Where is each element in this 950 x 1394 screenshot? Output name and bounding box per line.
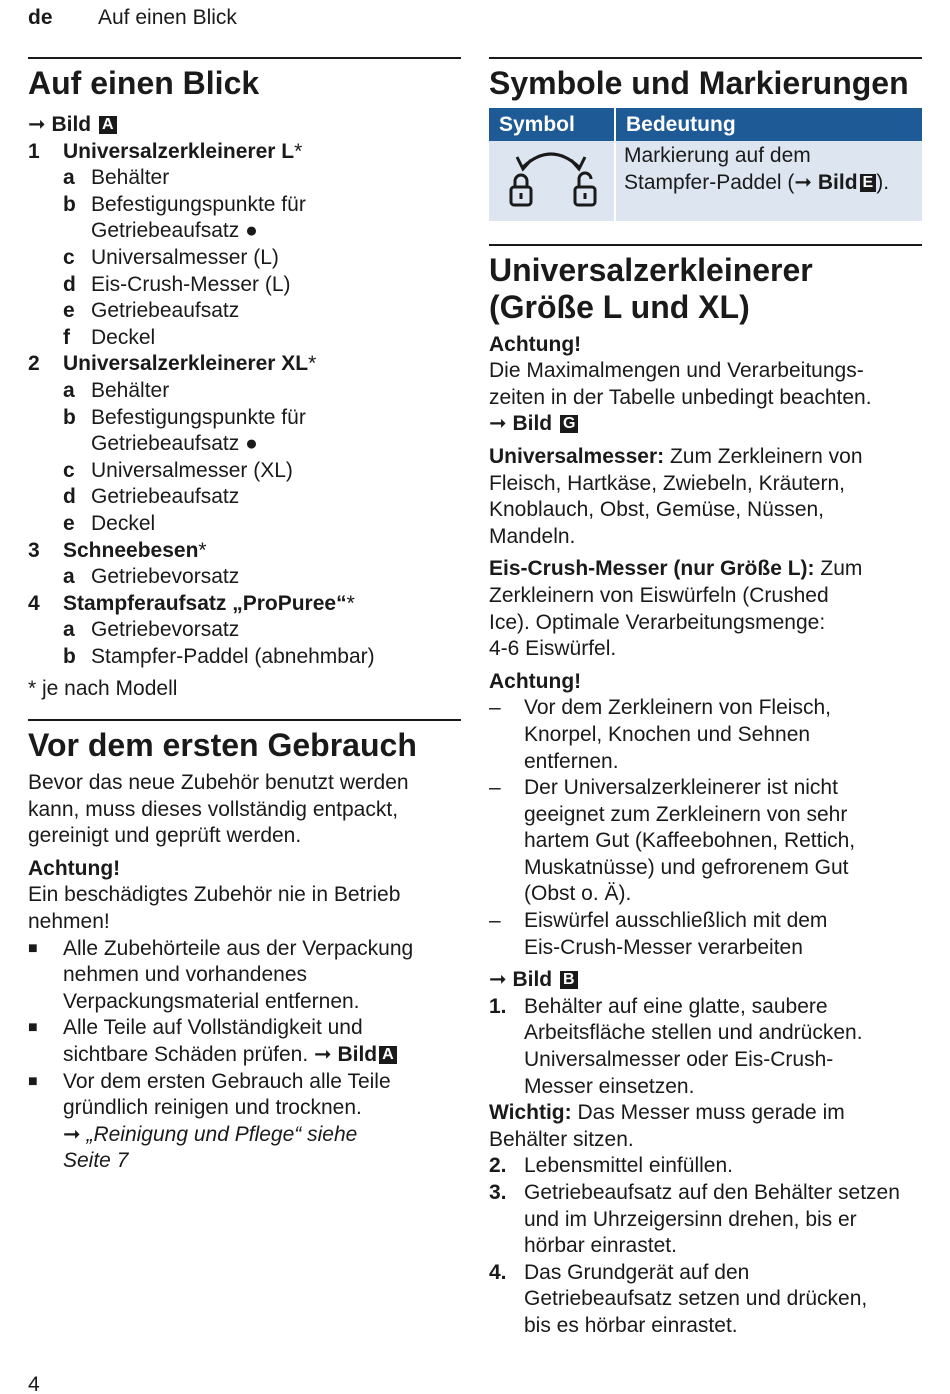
subitem-letter: c <box>63 458 75 482</box>
parts-list-subitem <box>28 245 461 272</box>
text-line <box>63 1042 397 1069</box>
subitem-line: Getriebevorsatz <box>91 565 240 589</box>
parts-list-subitem <box>28 617 461 644</box>
section-title-chopper <box>489 252 922 326</box>
line-text: Das Messer muss gerade im <box>571 1101 845 1125</box>
subitem-text <box>91 378 169 405</box>
subitem-line: Befestigungspunkte für <box>91 405 306 429</box>
step-number: 3. <box>489 1181 507 1204</box>
warning-text <box>28 882 461 935</box>
step-text <box>524 994 863 1100</box>
line-text: Zum Zerkleinern von <box>664 444 863 468</box>
figure-ref-a <box>28 112 461 139</box>
arrow-right-icon: ➞ <box>489 968 507 992</box>
title-line: Universalzerkleinerer <box>489 251 813 288</box>
subitem-letter: a <box>63 378 75 402</box>
lock-unlock-rotate-icon <box>495 145 605 209</box>
steps-list <box>489 994 922 1100</box>
subitem-continuation: Getriebeaufsatz <box>91 432 240 456</box>
line-text: Mandeln. <box>489 524 576 548</box>
header-title: Auf einen Blick <box>98 6 237 29</box>
parts-list-subitem <box>28 458 461 485</box>
parts-list-subitem <box>28 511 461 538</box>
warning-heading: Achtung! <box>489 669 582 693</box>
left-column <box>28 57 461 1175</box>
text-line: geeignet zum Zerkleinern von sehr <box>524 802 848 826</box>
subitem-text <box>91 405 306 458</box>
text-line: hörbar einrastet. <box>524 1234 677 1258</box>
text-line: Bevor das neue Zubehör benutzt werden <box>28 771 409 795</box>
text-line <box>489 524 922 551</box>
text-line: Die Maximalmengen und Verarbeitungs- <box>489 359 864 383</box>
subitem-letter: f <box>63 325 70 349</box>
item-number: 3 <box>28 538 40 562</box>
cross-reference-text: „Reinigung und Pflege“ siehe <box>86 1122 358 1146</box>
arrow-right-icon: ➞ <box>314 1043 332 1066</box>
subitem-text <box>91 245 279 272</box>
bullet-list <box>28 936 461 1175</box>
item-number: 4 <box>28 591 40 615</box>
step-number: 2. <box>489 1154 507 1178</box>
dash-text <box>524 775 855 908</box>
line-text: Alle Zubehörteile aus der Verpackung <box>63 936 414 960</box>
dash-marker: – <box>489 909 501 933</box>
subitem-text <box>91 458 293 485</box>
text-line <box>63 1095 391 1122</box>
parts-list-item <box>28 538 461 565</box>
language-code: de <box>28 6 53 29</box>
dash-text <box>524 908 827 961</box>
text-line <box>489 636 922 663</box>
line-text: nehmen und vorhandenes <box>63 963 308 987</box>
item-label <box>63 139 302 166</box>
subitem-letter: a <box>63 166 75 190</box>
figure-ref-label: Bild <box>512 412 553 436</box>
paragraph-label: Universalmesser: <box>489 444 665 468</box>
text-line <box>63 962 413 989</box>
item-number: 2 <box>28 352 40 376</box>
subitem-line: Universalmesser (XL) <box>91 458 293 482</box>
bullet-text <box>63 1069 391 1175</box>
dash-marker: – <box>489 776 501 800</box>
text-line: und im Uhrzeigersinn drehen, bis er <box>524 1207 857 1231</box>
subitem-letter: c <box>63 245 75 269</box>
parts-list-item <box>28 591 461 618</box>
text-line <box>489 610 922 637</box>
text-line: gereinigt und geprüft werden. <box>28 824 302 848</box>
dot-marker-icon: ● <box>245 219 258 243</box>
text-line: Eiswürfel ausschließlich mit dem <box>524 909 828 933</box>
subitem-text <box>91 564 239 591</box>
section-rule <box>28 57 461 59</box>
line-text: Fleisch, Hartkäse, Zwiebeln, Kräutern, <box>489 471 845 495</box>
symbol-cell <box>489 141 615 221</box>
meaning-line: Markierung auf dem <box>624 144 811 167</box>
bullet-text <box>63 1015 397 1068</box>
parts-list-subitem <box>28 272 461 299</box>
step-text <box>524 1260 867 1340</box>
text-line: Knorpel, Knochen und Sehnen <box>524 722 811 746</box>
item-label-text: Universalzerkleinerer XL <box>63 352 309 376</box>
parts-list-subitem <box>28 644 461 671</box>
item-number: 1 <box>28 139 40 163</box>
step-item <box>489 1180 922 1260</box>
figure-ref-label: Bild <box>817 170 858 194</box>
figure-ref-label: Bild <box>51 113 92 136</box>
text-line: Getriebeaufsatz setzen und drücken, <box>524 1287 868 1311</box>
subitem-letter: b <box>63 644 76 668</box>
subitem-line: Stampfer-Paddel (abnehmbar) <box>91 644 375 668</box>
figure-ref-label: Bild <box>337 1043 378 1066</box>
subitem-line: Befestigungspunkte für <box>91 192 306 216</box>
text-line: Lebensmittel einfüllen. <box>524 1154 733 1178</box>
figure-letter-badge: A <box>99 116 117 134</box>
cross-reference-line <box>63 1148 391 1175</box>
figure-ref-b <box>489 967 922 994</box>
symbols-table <box>489 108 922 221</box>
step-number: 1. <box>489 994 507 1018</box>
column-header-symbol: Symbol <box>489 108 615 141</box>
subitem-letter: b <box>63 405 76 429</box>
text-line: Eis-Crush-Messer verarbeiten <box>524 935 803 959</box>
step-item <box>489 994 922 1100</box>
line-text: Alle Teile auf Vollständigkeit und <box>63 1016 363 1040</box>
item-label-text: Universalzerkleinerer L <box>63 139 295 163</box>
text-line <box>489 497 922 524</box>
figure-ref-g <box>489 411 922 438</box>
text-line: Der Universalzerkleinerer ist nicht <box>524 776 838 800</box>
bullet-item <box>28 1069 461 1175</box>
parts-list-subitem <box>28 192 461 245</box>
line-text: Knoblauch, Obst, Gemüse, Nüssen, <box>489 498 825 522</box>
parts-list-item <box>28 351 461 378</box>
section-title-first-use: Vor dem ersten Gebrauch <box>28 727 417 764</box>
section-rule <box>489 244 922 246</box>
text-line <box>489 583 922 610</box>
dash-item <box>489 775 922 908</box>
text-line: Ein beschädigtes Zubehör nie in Betrieb <box>28 883 401 907</box>
title-line: (Größe L und XL) <box>489 288 750 325</box>
step-number: 4. <box>489 1260 507 1284</box>
text-line <box>63 936 413 963</box>
dash-marker: – <box>489 696 501 720</box>
subitem-line <box>91 218 306 245</box>
line-text: Verpackungsmaterial entfernen. <box>63 989 360 1013</box>
subitem-text <box>91 192 306 245</box>
text-line: nehmen! <box>28 910 110 934</box>
asterisk-mark: * <box>346 591 355 615</box>
text-line <box>489 1127 922 1154</box>
text-line: Arbeitsfläche stellen und andrücken. <box>524 1021 863 1045</box>
subitem-letter: e <box>63 511 75 535</box>
parts-list <box>28 139 461 671</box>
line-text: Zerkleinern von Eiswürfeln (Crushed <box>489 583 829 607</box>
cross-reference-text: Seite 7 <box>63 1149 129 1173</box>
subitem-text <box>91 298 239 325</box>
dash-item <box>489 908 922 961</box>
subitem-line: Eis-Crush-Messer (L) <box>91 272 291 296</box>
dash-text <box>524 695 831 775</box>
figure-letter-badge: G <box>560 415 578 433</box>
figure-letter-badge: A <box>379 1046 397 1064</box>
section-title-overview: Auf einen Blick <box>28 65 260 101</box>
parts-list-subitem <box>28 378 461 405</box>
text-line: Muskatnüsse) und gefrorenem Gut <box>524 855 849 879</box>
text-line <box>489 471 922 498</box>
square-bullet-icon: ■ <box>28 1072 38 1090</box>
text-line: (Obst o. Ä). <box>524 882 632 906</box>
meaning-text-end: ). <box>876 170 890 194</box>
right-column <box>489 57 922 1340</box>
square-bullet-icon: ■ <box>28 1019 38 1037</box>
subitem-continuation: Getriebeaufsatz <box>91 219 240 243</box>
arrow-right-icon: ➞ <box>63 1122 81 1146</box>
asterisk-mark: * <box>294 139 303 163</box>
line-text: Vor dem ersten Gebrauch alle Teile <box>63 1069 391 1093</box>
meaning-text: Stampfer-Paddel ( <box>624 170 795 194</box>
text-line <box>63 1015 397 1042</box>
text-line <box>63 989 413 1016</box>
subitem-line: Getriebevorsatz <box>91 618 240 642</box>
meaning-cell <box>615 141 922 221</box>
arrow-right-icon: ➞ <box>794 170 813 194</box>
subitem-letter: e <box>63 299 75 323</box>
page-number: 4 <box>28 1373 40 1394</box>
footnote: * je nach Modell <box>28 677 178 701</box>
parts-list-subitem <box>28 298 461 325</box>
text-line: Getriebeaufsatz auf den Behälter setzen <box>524 1181 900 1204</box>
line-text: Behälter sitzen. <box>489 1127 634 1151</box>
subitem-text <box>91 617 239 644</box>
subitem-letter: d <box>63 485 76 509</box>
text-line: Universalmesser oder Eis-Crush- <box>524 1048 834 1072</box>
subitem-letter: d <box>63 272 76 296</box>
warning-heading: Achtung! <box>489 332 582 356</box>
warning-text <box>489 358 922 411</box>
dot-marker-icon: ● <box>245 432 258 456</box>
step-item <box>489 1153 922 1180</box>
intro-paragraph <box>28 770 461 850</box>
text-line: bis es hörbar einrastet. <box>524 1313 738 1337</box>
ice-crush-paragraph <box>489 556 922 662</box>
subitem-line: Universalmesser (L) <box>91 245 279 269</box>
figure-letter-badge: B <box>560 971 578 989</box>
subitem-text <box>91 325 155 352</box>
section-rule <box>28 719 461 721</box>
subitem-text <box>91 644 375 671</box>
subitem-letter: a <box>63 565 75 589</box>
subitem-line <box>91 431 306 458</box>
text-line: Behälter auf eine glatte, saubere <box>524 994 828 1018</box>
arrow-right-icon: ➞ <box>28 113 46 136</box>
bullet-item <box>28 936 461 1016</box>
text-line: Messer einsetzen. <box>524 1074 695 1098</box>
text-line <box>489 1100 922 1127</box>
important-note <box>489 1100 922 1153</box>
bullet-item <box>28 1015 461 1068</box>
column-header-meaning: Bedeutung <box>615 108 922 141</box>
bullet-text <box>63 936 413 1016</box>
running-header <box>28 6 237 30</box>
text-line <box>489 556 922 583</box>
line-text: sichtbare Schäden prüfen. <box>63 1043 309 1066</box>
asterisk-mark: * <box>308 352 317 376</box>
text-line: Das Grundgerät auf den <box>524 1260 750 1284</box>
text-line <box>63 1069 391 1096</box>
paragraph-label: Eis-Crush-Messer (nur Größe L): <box>489 557 815 581</box>
item-label <box>63 351 316 378</box>
figure-ref-label: Bild <box>512 968 553 992</box>
item-label <box>63 591 355 618</box>
text-line <box>489 444 922 471</box>
parts-list-subitem <box>28 165 461 192</box>
parts-list-subitem <box>28 484 461 511</box>
line-text: gründlich reinigen und trocknen. <box>63 1096 362 1120</box>
text-line: zeiten in der Tabelle unbedingt beachten. <box>489 385 872 409</box>
section-title-symbols: Symbole und Markierungen <box>489 65 909 101</box>
subitem-line: Deckel <box>91 325 156 349</box>
text-line: kann, muss dieses vollständig entpackt, <box>28 797 399 821</box>
section-rule <box>489 57 922 59</box>
step-item <box>489 1260 922 1340</box>
subitem-text <box>91 272 291 299</box>
subitem-text <box>91 484 239 511</box>
subitem-line: Behälter <box>91 378 170 402</box>
text-line: Vor dem Zerkleinern von Fleisch, <box>524 696 831 720</box>
meaning-line <box>624 170 914 197</box>
parts-list-subitem <box>28 325 461 352</box>
subitem-text <box>91 511 155 538</box>
asterisk-mark: * <box>198 538 207 562</box>
item-label-text: Stampferaufsatz „ProPuree“ <box>63 591 347 615</box>
figure-letter-badge: E <box>860 174 877 192</box>
subitem-letter: b <box>63 192 76 216</box>
subitem-line: Deckel <box>91 511 156 535</box>
line-text: Zum <box>814 557 863 581</box>
cross-reference-line <box>63 1122 391 1149</box>
text-line: hartem Gut (Kaffeebohnen, Rettich, <box>524 829 856 853</box>
subitem-line: Getriebeaufsatz <box>91 299 240 323</box>
square-bullet-icon: ■ <box>28 939 38 957</box>
subitem-letter: a <box>63 618 75 642</box>
warning-heading: Achtung! <box>28 856 121 880</box>
paragraph-label: Wichtig: <box>489 1101 572 1125</box>
item-label <box>63 538 207 565</box>
line-text: Ice). Optimale Verarbeitungsmenge: <box>489 610 826 634</box>
parts-list-subitem <box>28 405 461 458</box>
universal-blade-paragraph <box>489 444 922 550</box>
subitem-line: Getriebeaufsatz <box>91 485 240 509</box>
line-text: 4-6 Eiswürfel. <box>489 637 617 661</box>
parts-list-item <box>28 139 461 166</box>
subitem-text <box>91 165 169 192</box>
steps-list <box>489 1153 922 1339</box>
text-line: entfernen. <box>524 749 619 773</box>
arrow-right-icon: ➞ <box>489 412 507 436</box>
subitem-line: Behälter <box>91 166 170 190</box>
item-label-text: Schneebesen <box>63 538 199 562</box>
step-text <box>524 1180 900 1260</box>
dash-list <box>489 695 922 961</box>
parts-list-subitem <box>28 564 461 591</box>
step-text <box>524 1153 733 1180</box>
dash-item <box>489 695 922 775</box>
